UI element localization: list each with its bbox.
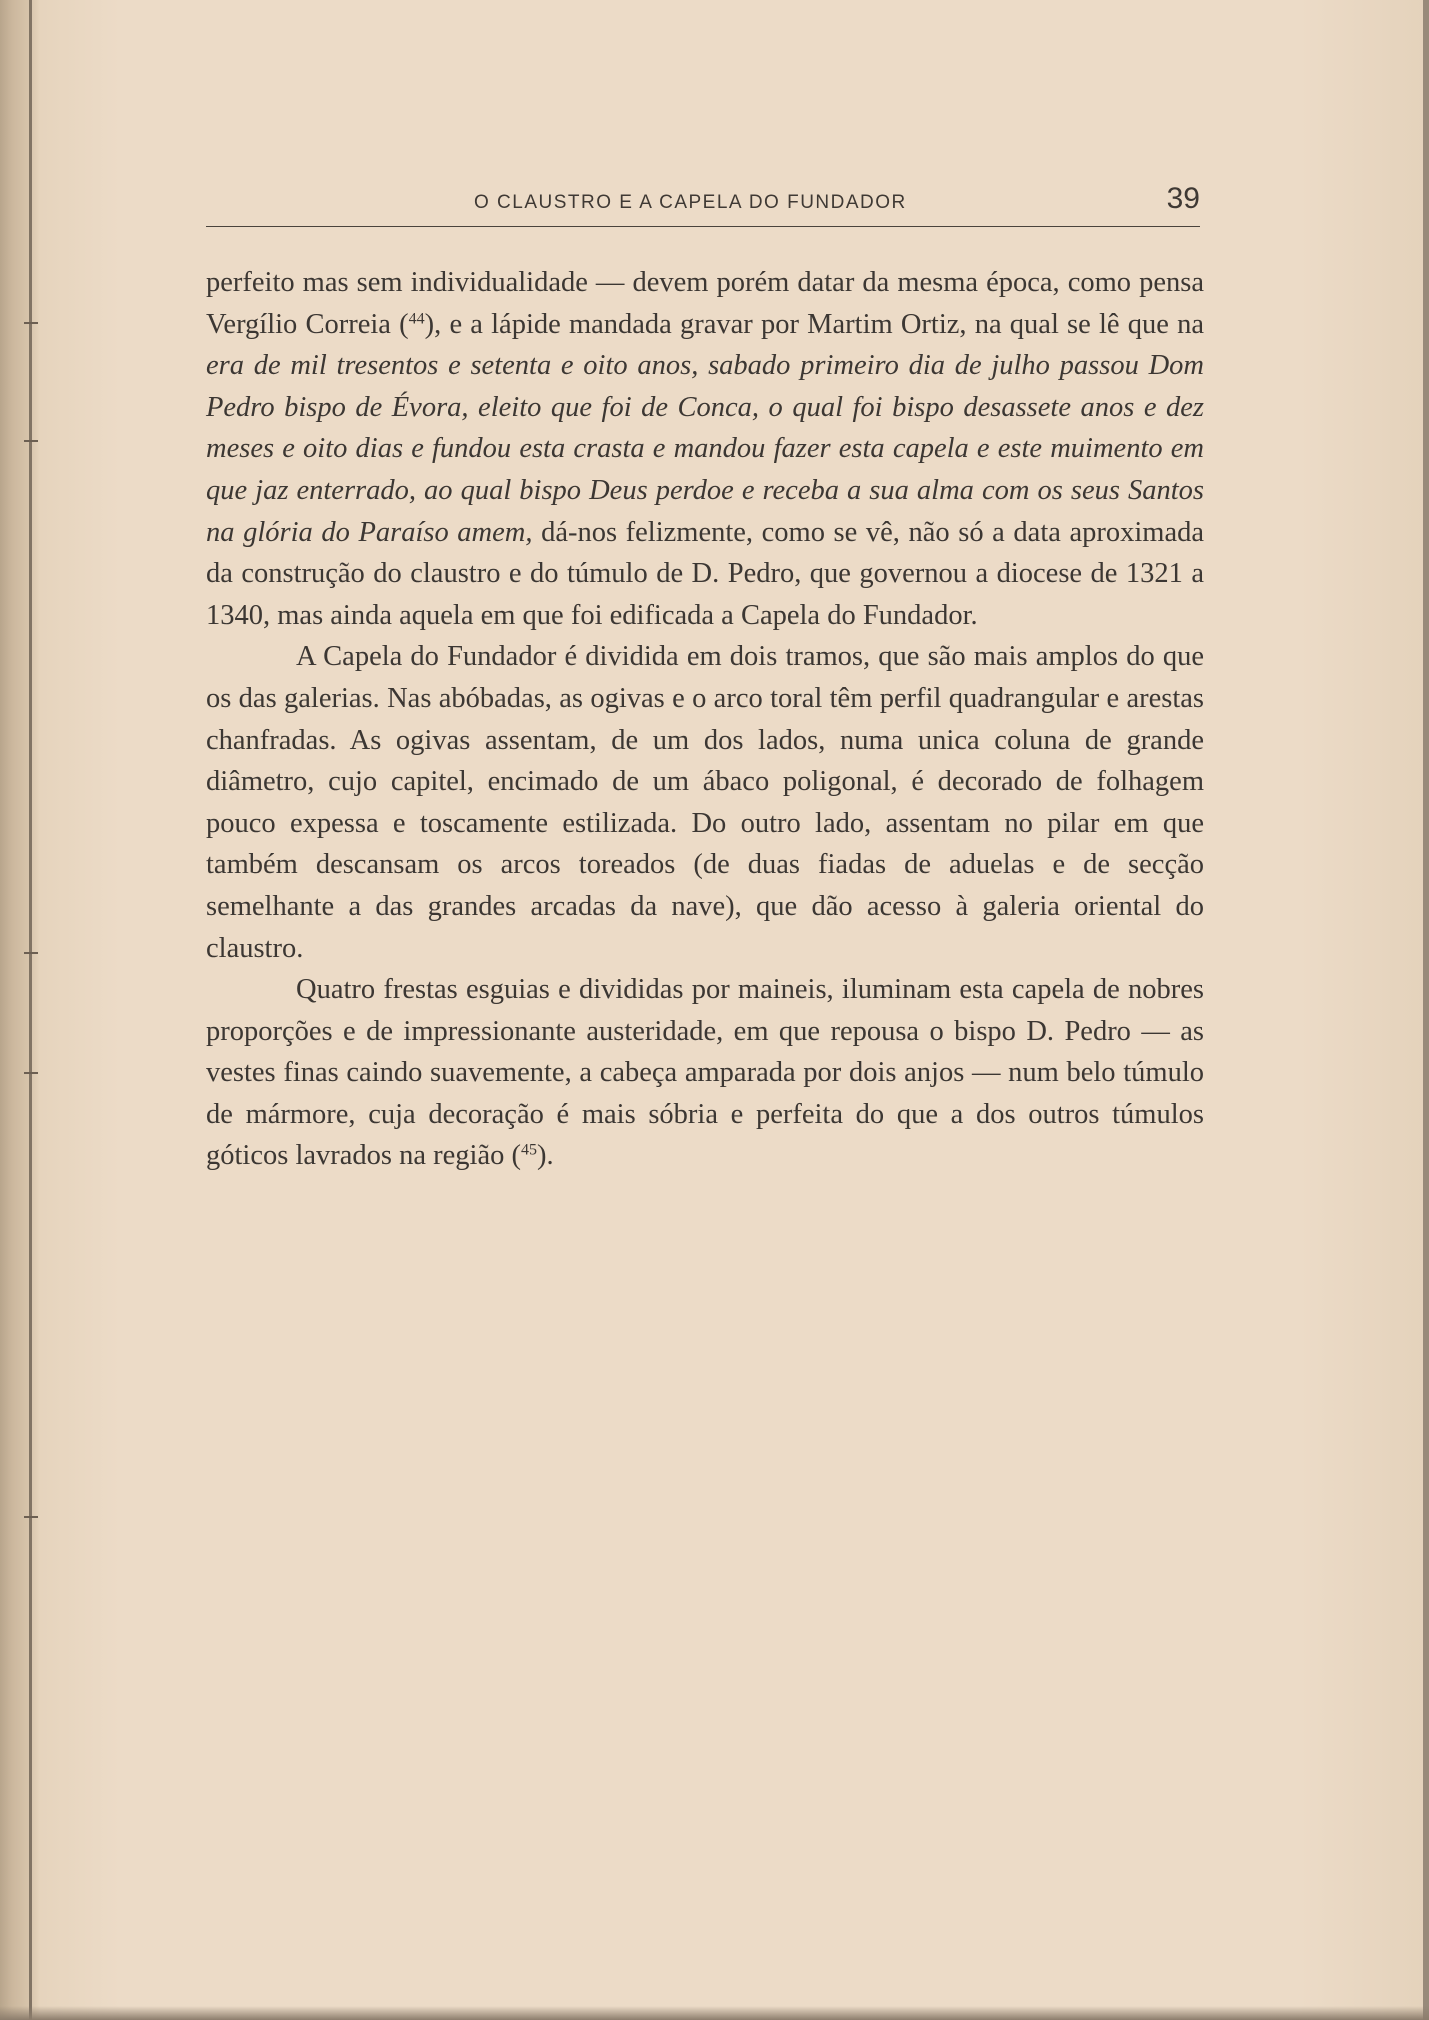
paragraph-1-text: ), e a lápide mandada gravar por Martim Ortiz, na qual se lê que na xyxy=(424,308,1204,340)
page-right-edge xyxy=(1423,0,1429,2020)
paragraph-2: A Capela do Fundador é dividida em dois tramos, que são mais amplos do que os das galerias. Nas abóbadas, as ogivas e o arco toral têm perfil quadrangular e arestas chanfradas. As ogivas assentam, de um dos lados, numa unica coluna de grande diâmetro, cujo capitel, encimado de um ábaco poligonal, é decorado de folhagem pouco expessa e toscamente estilizada. Do outro lado, assentam no pilar em que também descansam os arcos toreados (de duas fiadas de aduelas e de secção semelhante a das grandes arcadas da nave), que dão acesso à galeria oriental do claustro. xyxy=(206,641,1204,964)
paragraph-1-text: dá-nos felizmente, como se vê, não só a data aproximada da construção do claustro e do túmulo de D. Pedro, que governou a diocese de 1321 a 1340, mas ainda aquela em que foi edificada a Capela do Fundador. xyxy=(206,516,1205,631)
book-spine-shadow xyxy=(0,0,40,2020)
binding-edge xyxy=(29,0,32,2020)
margin-mark xyxy=(24,1072,38,1074)
paragraph-3-text: Quatro frestas esguias e divididas por maineis, iluminam esta capela de nobres proporções e de impressionante austeridade, em que repousa o bispo D. Pedro — as vestes finas caindo suavemente, a cabeça amparada por dois anjos — num belo túmulo de mármore, cuja decoração é mais sóbria e perfeita do que a dos outros túmulos góticos lavrados na região ( xyxy=(206,974,1204,1172)
paragraph-1 xyxy=(206,262,1204,636)
margin-mark xyxy=(24,1516,38,1518)
footnote-ref-45: 45 xyxy=(520,1141,537,1159)
running-title: O CLAUSTRO E A CAPELA DO FUNDADOR xyxy=(474,192,907,213)
margin-mark xyxy=(24,952,38,954)
paragraph-1-text: perfeito mas sem individualidade — devem porém datar da mesma época, como pensa Vergílio Correia ( xyxy=(206,267,1204,340)
body-text xyxy=(206,262,1204,1177)
page-number: 39 xyxy=(1166,182,1200,215)
margin-mark xyxy=(24,322,38,324)
inscription-quote: era de mil tresentos e setenta e oito anos, sabado primeiro dia de julho passou Dom Pedro bispo de Évora, eleito que foi de Conca, o qual foi bispo desassete anos e dez meses e oito dias e fundou esta crasta e mandou fazer esta capela e este muimento em que jaz enterrado, ao qual bispo Deus perdoe e receba a sua alma com os seus Santos na glória do Paraíso amem, xyxy=(206,350,1204,548)
page-header xyxy=(206,182,1200,227)
footnote-ref-44: 44 xyxy=(408,310,425,327)
paragraph-3-text: ). xyxy=(536,1140,554,1172)
margin-mark xyxy=(24,440,38,442)
page-bottom-edge xyxy=(0,2006,1429,2020)
paragraph-3 xyxy=(206,969,1204,1177)
